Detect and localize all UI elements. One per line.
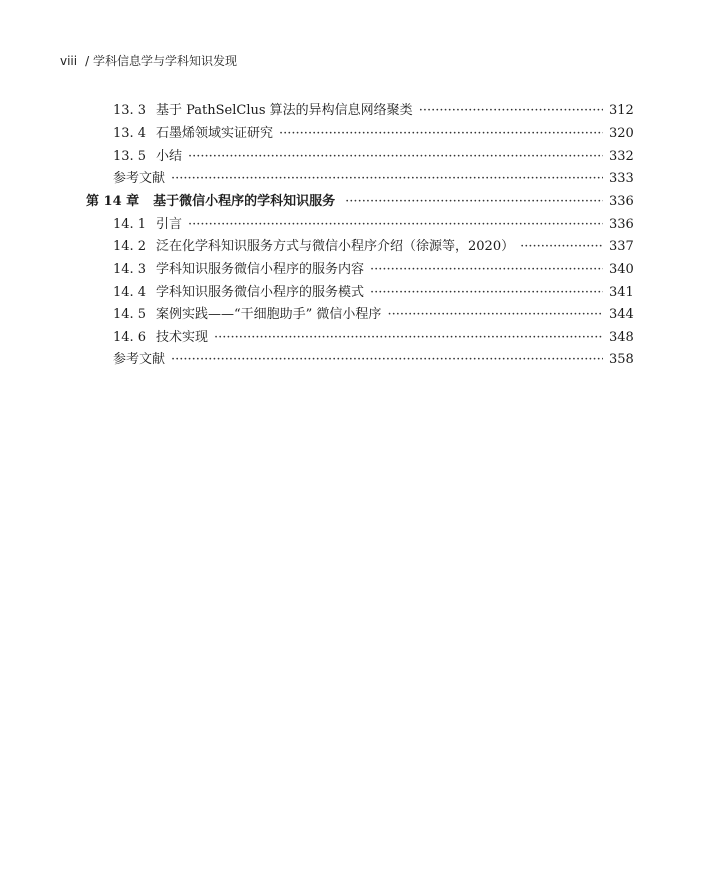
leader-dots — [279, 123, 603, 145]
leader-dots — [520, 236, 603, 258]
section-number: 14. 4 — [113, 285, 147, 300]
page-ref: 348 — [609, 330, 634, 345]
section-number: 14. 5 — [113, 307, 147, 322]
chapter-label: 第 14 章 — [86, 194, 140, 209]
page-ref: 320 — [609, 126, 634, 141]
leader-dots — [345, 191, 603, 213]
section-title: 技术实现 — [156, 330, 209, 345]
toc-entry-14-2[interactable] — [113, 236, 633, 258]
running-title: / 学科信息学与学科知识发现 — [85, 54, 237, 68]
toc-entry-14-1[interactable] — [113, 214, 633, 236]
page-ref: 341 — [609, 285, 634, 300]
toc-entry-13-3[interactable] — [113, 100, 633, 122]
references-title: 参考文献 — [113, 171, 166, 186]
toc-entry-14-5[interactable] — [113, 304, 633, 326]
section-number: 13. 4 — [113, 126, 147, 141]
section-title: 石墨烯领域实证研究 — [156, 126, 274, 141]
page-ref: 336 — [609, 194, 634, 209]
leader-dots — [188, 146, 603, 168]
toc-entry-14-4[interactable] — [113, 282, 633, 304]
references-title: 参考文献 — [113, 352, 166, 367]
page-ref: 333 — [609, 171, 634, 186]
page-ref: 344 — [609, 307, 634, 322]
section-title: 基于 PathSelClus 算法的异构信息网络聚类 — [156, 103, 413, 118]
page-ref: 332 — [609, 149, 634, 164]
leader-dots — [370, 282, 603, 304]
toc-entry-14-3[interactable] — [113, 259, 633, 281]
section-title: 案例实践——“干细胞助手” 微信小程序 — [156, 307, 382, 322]
section-title: 小结 — [156, 149, 183, 164]
leader-dots — [188, 214, 603, 236]
leader-dots — [171, 349, 603, 371]
leader-dots — [370, 259, 603, 281]
leader-dots — [171, 168, 603, 190]
leader-dots — [419, 100, 603, 122]
section-number: 14. 2 — [113, 239, 147, 254]
leader-dots — [387, 304, 603, 326]
running-header — [60, 52, 237, 69]
section-title: 学科知识服务微信小程序的服务内容 — [156, 262, 365, 277]
section-number: 14. 3 — [113, 262, 147, 277]
section-title: 泛在化学科知识服务方式与微信小程序介绍（徐源等，2020） — [156, 239, 515, 254]
page-ref: 340 — [609, 262, 634, 277]
toc-entry-13-5[interactable] — [113, 146, 633, 168]
section-title: 学科知识服务微信小程序的服务模式 — [156, 285, 365, 300]
section-number: 14. 6 — [113, 330, 147, 345]
page-ref: 358 — [609, 352, 634, 367]
toc-entry-chapter-14[interactable] — [86, 191, 633, 213]
leader-dots — [214, 327, 603, 349]
toc-entry-references-13[interactable] — [113, 168, 633, 190]
section-number: 13. 5 — [113, 149, 147, 164]
page-number: viii — [60, 54, 78, 68]
toc-entry-references-14[interactable] — [113, 349, 633, 371]
page-ref: 337 — [609, 239, 634, 254]
toc-entry-13-4[interactable] — [113, 123, 633, 145]
section-number: 13. 3 — [113, 103, 147, 118]
section-number: 14. 1 — [113, 217, 147, 232]
toc-entry-14-6[interactable] — [113, 327, 633, 349]
page-ref: 336 — [609, 217, 634, 232]
chapter-title: 基于微信小程序的学科知识服务 — [153, 194, 336, 209]
page-ref: 312 — [609, 103, 634, 118]
section-title: 引言 — [156, 217, 183, 232]
